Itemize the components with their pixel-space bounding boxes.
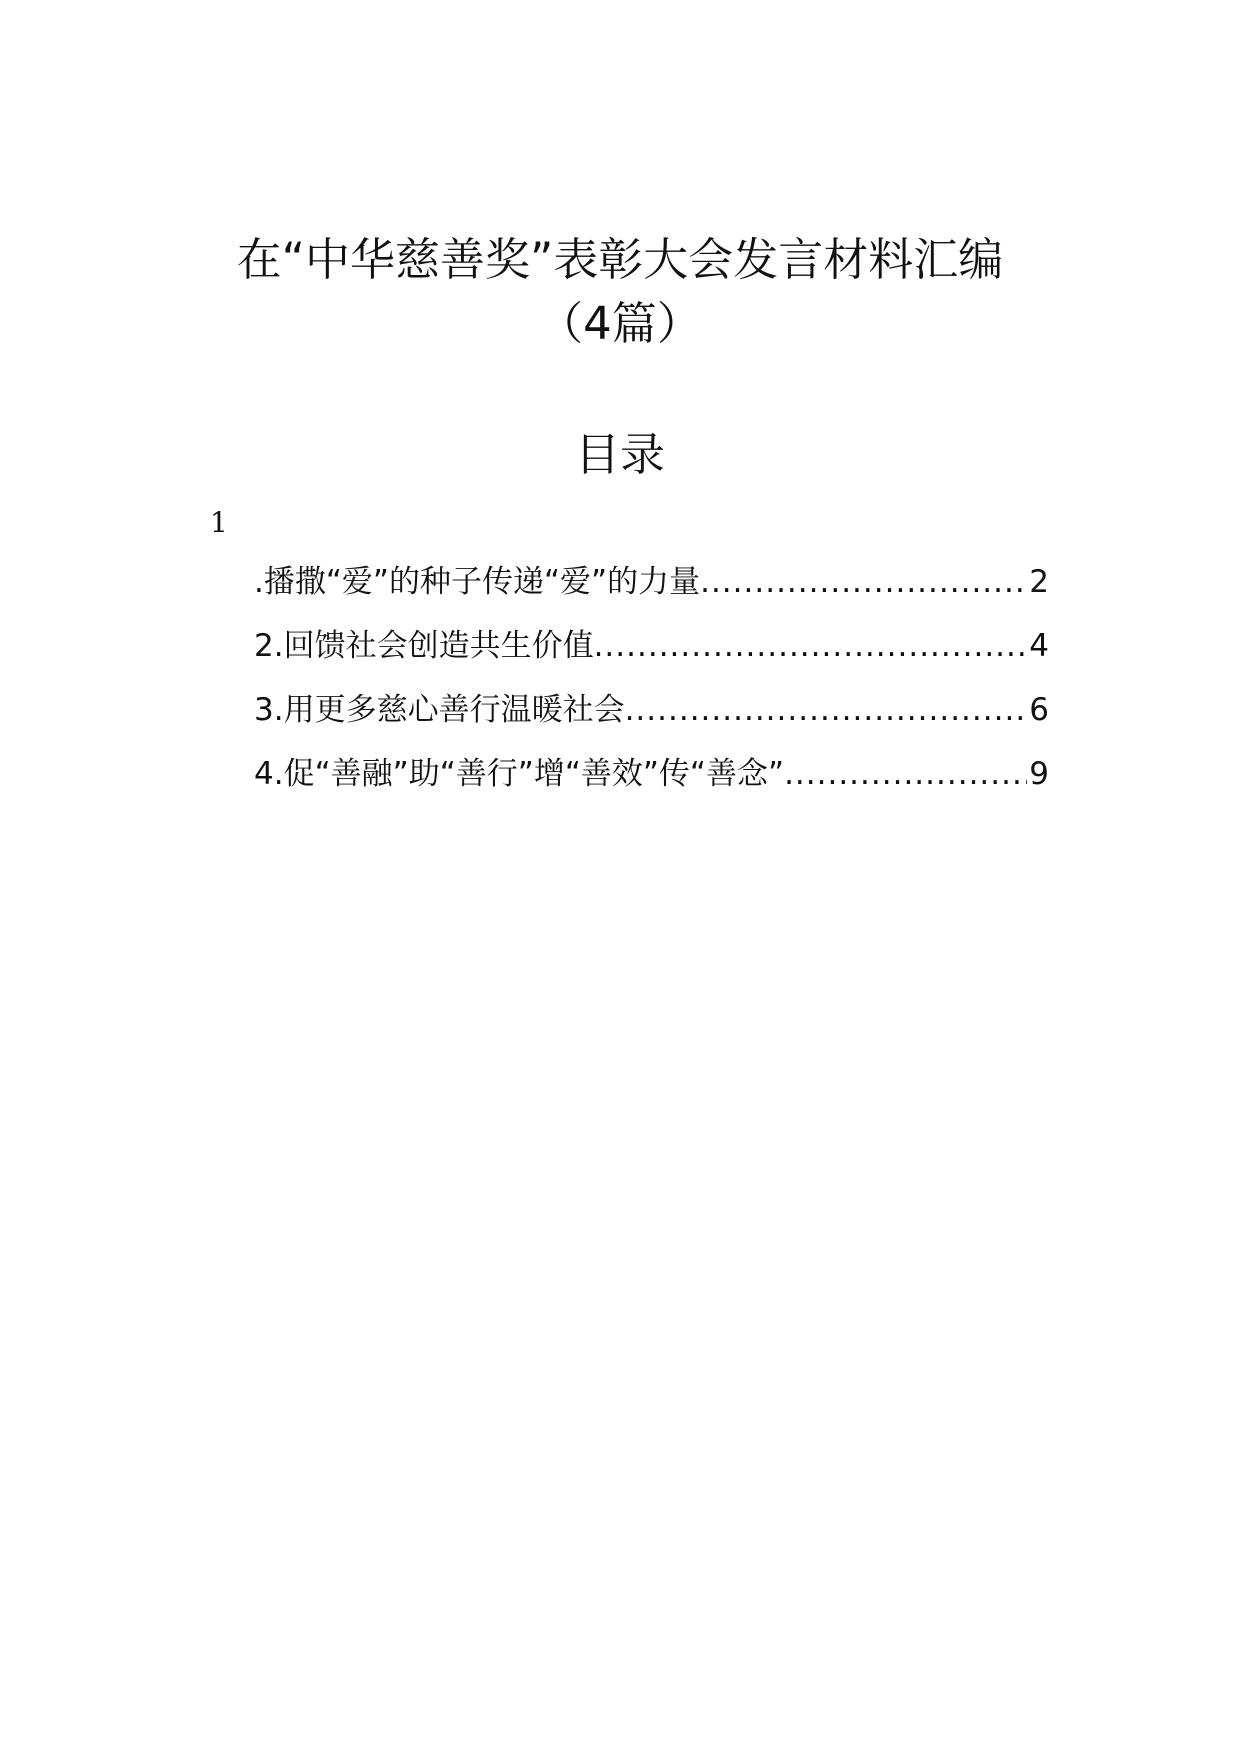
document-title-line-1: 在“中华慈善奖”表彰大会发言材料汇编 bbox=[236, 233, 1004, 286]
toc-heading: 目录 bbox=[574, 428, 665, 481]
toc-dot-leader bbox=[594, 624, 1028, 668]
toc-entry-title: 3.用更多慈心善行温暖社会 bbox=[254, 692, 625, 728]
stray-page-number: 1 bbox=[210, 506, 228, 539]
toc-entry[interactable] bbox=[254, 560, 1049, 624]
toc-entry-title: 4.促“善融”助“善行”增“善效”传“善念” bbox=[254, 756, 785, 792]
toc-entry-page: 2 bbox=[1029, 564, 1049, 600]
toc-entry-page: 6 bbox=[1029, 692, 1049, 728]
toc-entry[interactable] bbox=[254, 752, 1049, 816]
toc-dot-leader bbox=[625, 688, 1028, 732]
toc-entry-page: 4 bbox=[1029, 628, 1049, 664]
document-title-line-2: （4篇） bbox=[538, 297, 702, 350]
toc-entry-title: .播撒“爱”的种子传递“爱”的力量 bbox=[254, 564, 701, 600]
toc-dot-leader bbox=[784, 752, 1027, 796]
toc-entry-title: 2.回馈社会创造共生价值 bbox=[254, 628, 594, 664]
toc-entry-page: 9 bbox=[1029, 756, 1049, 792]
toc-entry[interactable] bbox=[254, 688, 1049, 752]
toc-entry[interactable] bbox=[254, 624, 1049, 688]
toc-dot-leader bbox=[700, 560, 1027, 604]
toc-list bbox=[254, 560, 1049, 816]
